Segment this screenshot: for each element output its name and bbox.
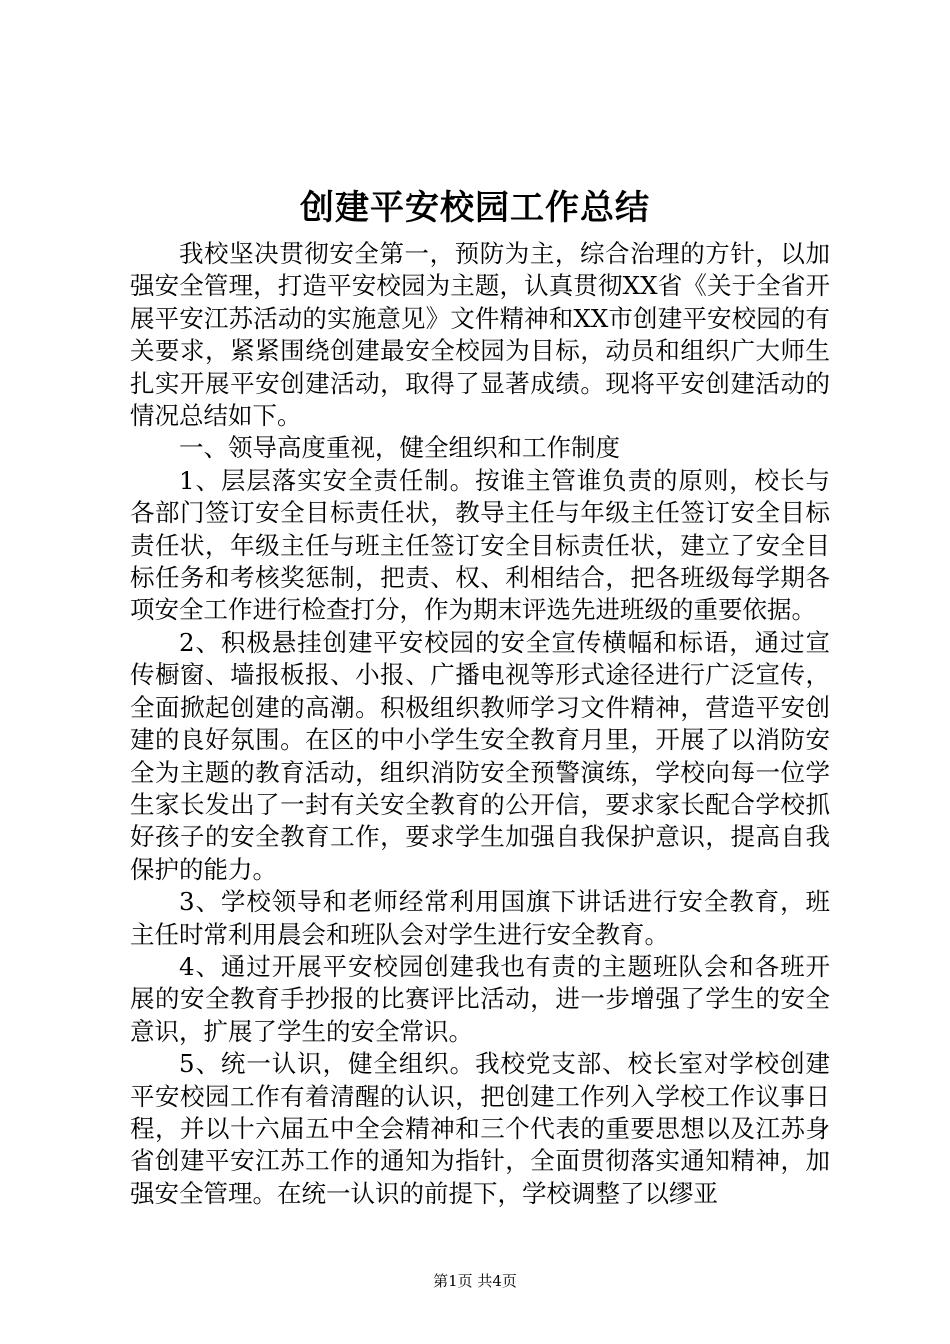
paragraph-item-5: 5、统一认识，健全组织。我校党支部、校长室对学校创建平安校园工作有着清醒的认识，把创建工作列入学校工作议事日程，并以十六届五中全会精神和三个代表的重要思想以及江苏身省创建平安江苏工作的通知为指针，全面贯彻落实通知精神，加强安全管理。在统一认识的前提下，学校调整了以缪亚 [130,1049,830,1208]
document-title: 创建平安校园工作总结 [300,188,650,228]
paragraph-item-1: 1、层层落实安全责任制。按谁主管谁负责的原则，校长与各部门签订安全目标责任状，教导主任与年级主任签订安全目标责任状，年级主任与班主任签订安全目标责任状，建立了安全目标任务和考核奖惩制，把责、权、利相结合，把各班级每学期各项安全工作进行检查打分，作为期末评选先进班级的重要依据。 [130,465,830,625]
paragraph-item-4: 4、通过开展平安校园创建我也有责的主题班队会和各班开展的安全教育手抄报的比赛评比活动，进一步增强了学生的安全意识，扩展了学生的安全常识。 [130,951,830,1046]
page-footer: 第1页 共4页 [433,1272,517,1290]
paragraph-item-3: 3、学校领导和老师经常利用国旗下讲话进行安全教育，班主任时常利用晨会和班队会对学生进行安全教育。 [130,887,830,949]
paragraph-intro: 我校坚决贯彻安全第一，预防为主，综合治理的方针，以加强安全管理，打造平安校园为主题，认真贯彻XX省《关于全省开展平安江苏活动的实施意见》文件精神和XX市创建平安校园的有关要求，紧紧围绕创建最安全校园为目标，动员和组织广大师生扎实开展平安创建活动，取得了显著成绩。现将平安创建活动的情况总结如下。 [130,239,830,431]
section-heading-1: 一、领导高度重视，健全组织和工作制度 [179,433,620,463]
paragraph-item-2: 2、积极悬挂创建平安校园的安全宣传横幅和标语，通过宣传橱窗、墙报板报、小报、广播电视等形式途径进行广泛宣传，全面掀起创建的高潮。积极组织教师学习文件精神，营造平安创建的良好氛围。在区的中小学生安全教育月里，开展了以消防安全为主题的教育活动，组织消防安全预警演练，学校向每一位学生家长发出了一封有关安全教育的公开信，要求家长配合学校抓好孩子的安全教育工作，要求学生加强自我保护意识，提高自我保护的能力。 [130,627,830,884]
document-body [130,238,830,1210]
